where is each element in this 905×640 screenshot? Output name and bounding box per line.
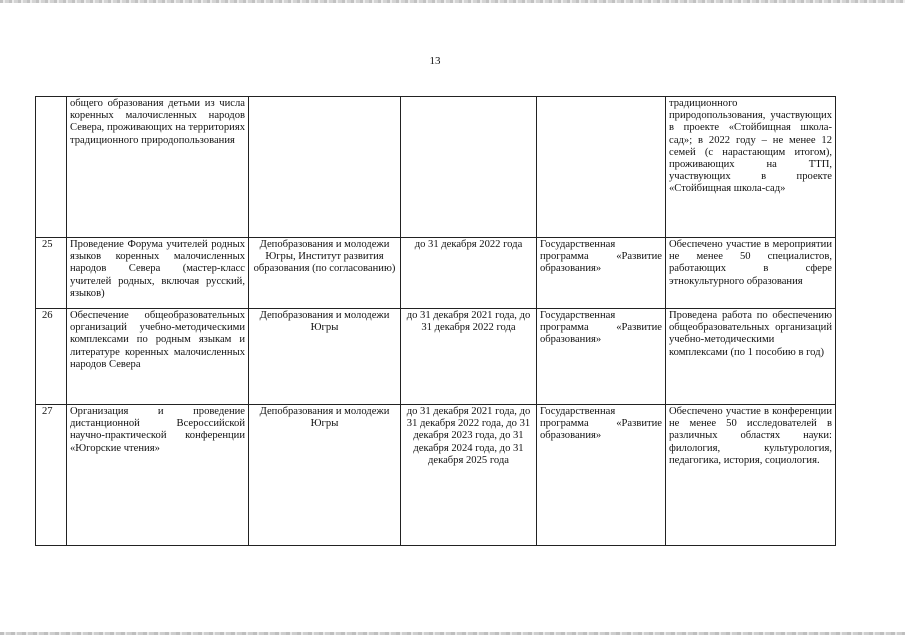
measures-table — [35, 96, 836, 546]
row-number — [36, 97, 67, 238]
table-row — [36, 405, 836, 546]
scan-edge-bottom — [0, 632, 905, 635]
table-row — [36, 238, 836, 309]
source-cell — [537, 97, 666, 238]
executor-cell: Депобразования и молодежи Югры — [249, 405, 401, 546]
result-cell: Обеспечено участие в мероприятии не менее 50 специалистов, работающих в сфере этнокультурного образования — [666, 238, 836, 309]
row-number: 25 — [36, 238, 67, 309]
source-cell: Государственная программа «Развитие образования» — [537, 238, 666, 309]
page-number: 13 — [429, 55, 441, 67]
deadline-cell: до 31 декабря 2021 года, до 31 декабря 2022 года — [401, 309, 537, 405]
deadline-cell: до 31 декабря 2022 года — [401, 238, 537, 309]
source-cell: Государственная программа «Развитие образования» — [537, 309, 666, 405]
executor-cell — [249, 97, 401, 238]
event-cell: общего образования детьми из числа коренных малочисленных народов Севера, проживающих на территориях традиционного природопользования — [67, 97, 249, 238]
row-number: 26 — [36, 309, 67, 405]
row-number: 27 — [36, 405, 67, 546]
table-row — [36, 97, 836, 238]
executor-cell: Депобразования и молодежи Югры, Институт развития образования (по согласованию) — [249, 238, 401, 309]
event-cell: Организация и проведение дистанционной Всероссийской научно-практической конференции «Югорские чтения» — [67, 405, 249, 546]
event-cell: Проведение Форума учителей родных языков коренных малочисленных народов Севера (мастер-класс учителей родных, включая русский, языков) — [67, 238, 249, 309]
result-cell: Обеспечено участие в конференции не менее 50 исследователей в различных областях науки: филология, культурология, педагогика, история, социология. — [666, 405, 836, 546]
source-cell: Государственная программа «Развитие образования» — [537, 405, 666, 546]
executor-cell: Депобразования и молодежи Югры — [249, 309, 401, 405]
deadline-cell: до 31 декабря 2021 года, до 31 декабря 2022 года, до 31 декабря 2023 года, до 31 декабря 2024 года, до 31 декабря 2025 года — [401, 405, 537, 546]
result-cell: Проведена работа по обеспечению общеобразовательных организаций учебно-методическими комплексами (по 1 пособию в год) — [666, 309, 836, 405]
deadline-cell — [401, 97, 537, 238]
result-cell: традиционного природопользования, участвующих в проекте «Стойбищная школа-сад»; в 2022 году – не менее 12 семей (с нарастающим итогом), проживающих на ТТП, участвующих в проекте «Стойбищная школа-сад» — [666, 97, 836, 238]
event-cell: Обеспечение общеобразовательных организаций учебно-методическими комплексами по родным языкам и литературе коренных малочисленных народов Севера — [67, 309, 249, 405]
table-row — [36, 309, 836, 405]
scan-edge-top — [0, 0, 905, 3]
